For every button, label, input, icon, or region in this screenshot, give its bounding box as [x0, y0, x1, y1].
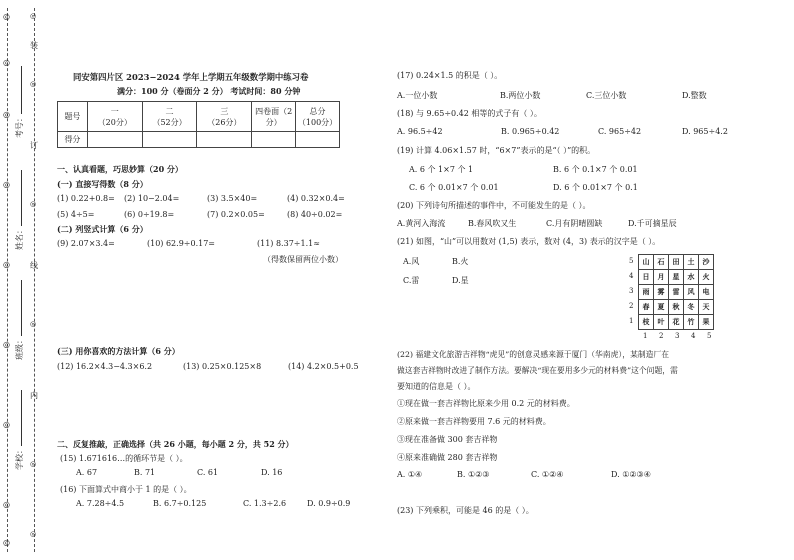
option[interactable]: D. ①②③④ — [611, 470, 651, 479]
grid-cell: 枝 — [639, 315, 654, 330]
grid-cell: 月 — [654, 270, 669, 285]
option[interactable]: D.整数 — [682, 91, 707, 100]
section-1c-heading: (三) 用你喜欢的方法计算（6 分） — [57, 346, 180, 356]
binding-margin — [0, 0, 48, 560]
option[interactable]: B.火 — [452, 257, 469, 266]
calc-item: (5) 4÷5= — [57, 210, 95, 219]
question-22-info: ④原来准确做 280 套吉祥物 — [397, 453, 498, 462]
calc-item: (14) 4.2×0.5+0.5 — [288, 362, 359, 371]
grid-row-number: 2 — [629, 302, 634, 310]
option[interactable]: D.星 — [452, 276, 469, 285]
option[interactable]: D. 965÷4.2 — [682, 127, 728, 136]
score-cell[interactable] — [142, 132, 197, 148]
seal-word: 线 — [30, 261, 38, 270]
option[interactable]: C.雷 — [403, 276, 420, 285]
score-row-label: 得分 — [58, 132, 88, 148]
grid-cell: 雷 — [669, 285, 684, 300]
grid-row-number: 5 — [629, 257, 634, 265]
question-15: (15) 1.671616…的循环节是（ ）。 — [60, 454, 188, 463]
grid-cell: 冬 — [684, 300, 699, 315]
question-21: (21) 如图，“山”可以用数对 (1,5) 表示，数对 (4，3) 表示的汉字是（ ）。 — [397, 237, 661, 246]
seal-circle: ◎ — [3, 12, 10, 21]
option[interactable]: B.两位小数 — [500, 91, 541, 100]
seal-circle: ◎ — [3, 180, 10, 189]
calc-item: (9) 2.07×3.4= — [57, 239, 115, 248]
field-name: 姓名： — [14, 170, 25, 250]
score-col-5: 总分 （100分） — [296, 102, 340, 132]
question-22-info: ③现在准备做 300 套吉祥物 — [397, 435, 498, 444]
seal-word: 订 — [30, 141, 38, 150]
option[interactable]: A. 96.5÷42 — [397, 127, 443, 136]
option[interactable]: D. 16 — [261, 468, 283, 477]
section-1a-heading: (一) 直接写得数（8 分） — [57, 179, 148, 189]
grid-col-number: 1 — [643, 332, 648, 340]
grid-cell: 星 — [669, 270, 684, 285]
option[interactable]: C. 965÷42 — [598, 127, 642, 136]
score-col-4: 四卷面（2分） — [252, 102, 296, 132]
grid-col-number: 3 — [675, 332, 680, 340]
option[interactable]: A. 6 个 1×7 个 1 — [409, 165, 474, 174]
grid-row-number: 4 — [629, 272, 634, 280]
score-cell[interactable] — [296, 132, 340, 148]
grid-col-number: 4 — [691, 332, 696, 340]
calc-item: (3) 3.5×40= — [207, 194, 258, 203]
seal-circle: ◎ — [30, 320, 37, 328]
seal-word: 内 — [30, 391, 38, 400]
option[interactable]: B. 0.965÷0.42 — [501, 127, 560, 136]
score-table — [57, 101, 340, 148]
seal-circle: ◎ — [3, 110, 10, 119]
grid-cell: 山 — [639, 255, 654, 270]
option[interactable]: A. 67 — [76, 468, 98, 477]
calc-item: (8) 40÷0.02= — [287, 210, 343, 219]
seal-circle: ◎ — [30, 460, 37, 468]
grid-cell: 沙 — [699, 255, 714, 270]
grid-cell: 雨 — [639, 285, 654, 300]
option[interactable]: B. 6 个 0.1×7 个 0.01 — [553, 165, 638, 174]
exam-title: 同安第四片区 2023−2024 学年上学期五年级数学期中练习卷 — [73, 72, 309, 82]
seal-circle: ◎ — [30, 80, 37, 88]
grid-cell: 石 — [654, 255, 669, 270]
grid-cell: 竹 — [684, 315, 699, 330]
question-20: (20) 下列诗句所描述的事件中，不可能发生的是（ ）。 — [397, 201, 591, 210]
grid-cell: 天 — [699, 300, 714, 315]
grid-cell: 田 — [669, 255, 684, 270]
score-table-row-label: 题号 — [58, 102, 88, 132]
grid-row-number: 3 — [629, 287, 634, 295]
grid-cell: 日 — [639, 270, 654, 285]
grid-cell: 火 — [699, 270, 714, 285]
outer-dashed-line — [7, 8, 8, 552]
grid-cell: 秋 — [669, 300, 684, 315]
grid-cell: 土 — [684, 255, 699, 270]
question-19: (19) 计算 4.06×1.57 时，“6×7”表示的是“（ ）”的积。 — [397, 146, 596, 155]
option[interactable]: C. 61 — [197, 468, 219, 477]
question-22-line-3: 要知道的信息是（ ）。 — [397, 382, 476, 391]
option[interactable]: B. 71 — [134, 468, 156, 477]
calc-item: (1) 0.22+0.8= — [57, 194, 115, 203]
option[interactable]: D. 0.9÷0.9 — [307, 499, 351, 508]
score-col-1: 一 （20分） — [87, 102, 142, 132]
grid-cell: 雾 — [654, 285, 669, 300]
exam-subtitle: 满分：100 分（卷面分 2 分） 考试时间：80 分钟 — [117, 86, 301, 96]
option[interactable]: B. ①②③ — [457, 470, 490, 479]
question-17: (17) 0.24×1.5 的积是（ ）。 — [397, 71, 503, 80]
score-col-2: 二 （52分） — [142, 102, 197, 132]
field-class: 班级： — [14, 280, 25, 360]
grid-cell: 电 — [699, 285, 714, 300]
calc-item: (11) 8.37÷1.1≈ — [257, 239, 320, 248]
inner-dashed-line — [34, 8, 35, 552]
grid-cell: 花 — [669, 315, 684, 330]
seal-circle: ◎ — [30, 530, 37, 538]
option[interactable]: D.千可摘星辰 — [628, 219, 677, 228]
question-16: (16) 下面算式中商小于 1 的是（ ）。 — [60, 485, 192, 494]
question-22-line-1: (22) 福建文化旅游吉祥物“虎见”的创意灵感来源于厦门（华南虎），某制造厂在 — [397, 350, 670, 359]
seal-circle: ◎ — [30, 12, 37, 20]
field-exam-number: 考号： — [14, 66, 25, 138]
question-23: (23) 下列乘积，可能是 46 的是（ ）。 — [397, 506, 534, 515]
calc-item: (4) 0.32×0.4= — [287, 194, 345, 203]
option[interactable]: A.黄河入海流 — [397, 219, 446, 228]
grid-cell: 叶 — [654, 315, 669, 330]
grid-col-number: 5 — [707, 332, 712, 340]
calc-item: (2) 10−2.04= — [124, 194, 180, 203]
field-school: 学校： — [14, 390, 25, 470]
option[interactable]: C. 1.3÷2.6 — [243, 499, 287, 508]
calc-item: (13) 0.25×0.125×8 — [183, 362, 262, 371]
seal-circle: ◎ — [3, 58, 10, 67]
grid-cell: 风 — [684, 285, 699, 300]
option[interactable]: C.三位小数 — [586, 91, 627, 100]
seal-circle: ◎ — [3, 538, 10, 547]
option[interactable]: D. 6 个 0.01×7 个 0.1 — [553, 183, 638, 192]
question-22-line-2: 做这套吉祥物时改进了制作方法。要解决“现在要用多少元的材料费”这个问题，需 — [397, 366, 678, 375]
option[interactable]: A.风 — [403, 257, 420, 266]
question-22-info: ①现在做一套吉祥物比原来少用 0.2 元的材料费。 — [397, 399, 575, 408]
option[interactable]: B.春风吹又生 — [468, 219, 517, 228]
calc-item: (7) 0.2×0.05= — [207, 210, 265, 219]
score-col-3: 三 （26分） — [197, 102, 252, 132]
rounding-note: （得数保留两位小数） — [263, 255, 343, 264]
score-cell[interactable] — [197, 132, 252, 148]
option[interactable]: B. 6.7÷0.125 — [153, 499, 207, 508]
calc-item: (12) 16.2×4.3−4.3×6.2 — [57, 362, 153, 371]
grid-col-number: 2 — [659, 332, 664, 340]
score-cell[interactable] — [87, 132, 142, 148]
option[interactable]: C.月有阴晴圆缺 — [546, 219, 603, 228]
grid-cell: 果 — [699, 315, 714, 330]
option[interactable]: A. 7.28÷4.5 — [76, 499, 125, 508]
question-22-info: ②原来做一套吉祥物要用 7.6 元的材料费。 — [397, 417, 551, 426]
option[interactable]: C. 6 个 0.01×7 个 0.01 — [409, 183, 499, 192]
option[interactable]: A. ①④ — [397, 470, 423, 479]
seal-circle: ◎ — [3, 260, 10, 269]
option[interactable]: A.一位小数 — [397, 91, 438, 100]
option[interactable]: C. ①②④ — [531, 470, 564, 479]
seal-word: 装 — [30, 41, 38, 50]
character-grid — [638, 254, 714, 330]
score-cell[interactable] — [252, 132, 296, 148]
grid-cell: 水 — [684, 270, 699, 285]
seal-circle: ◎ — [30, 200, 37, 208]
section-2-heading: 二、反复推敲，正确选择（共 26 小题，每小题 2 分，共 52 分） — [57, 439, 294, 449]
seal-circle: ◎ — [3, 420, 10, 429]
section-1b-heading: (二) 列竖式计算（6 分） — [57, 224, 148, 234]
grid-row-number: 1 — [629, 317, 634, 325]
question-18: (18) 与 9.65÷0.42 相等的式子有（ ）。 — [397, 109, 542, 118]
calc-item: (6) 0÷19.8= — [124, 210, 175, 219]
grid-cell: 夏 — [654, 300, 669, 315]
seal-circle: ◎ — [3, 340, 10, 349]
calc-item: (10) 62.9÷0.17= — [147, 239, 215, 248]
section-1-heading: 一、认真看题，巧思妙算（20 分） — [57, 164, 183, 174]
seal-circle: ◎ — [3, 500, 10, 509]
grid-cell: 春 — [639, 300, 654, 315]
